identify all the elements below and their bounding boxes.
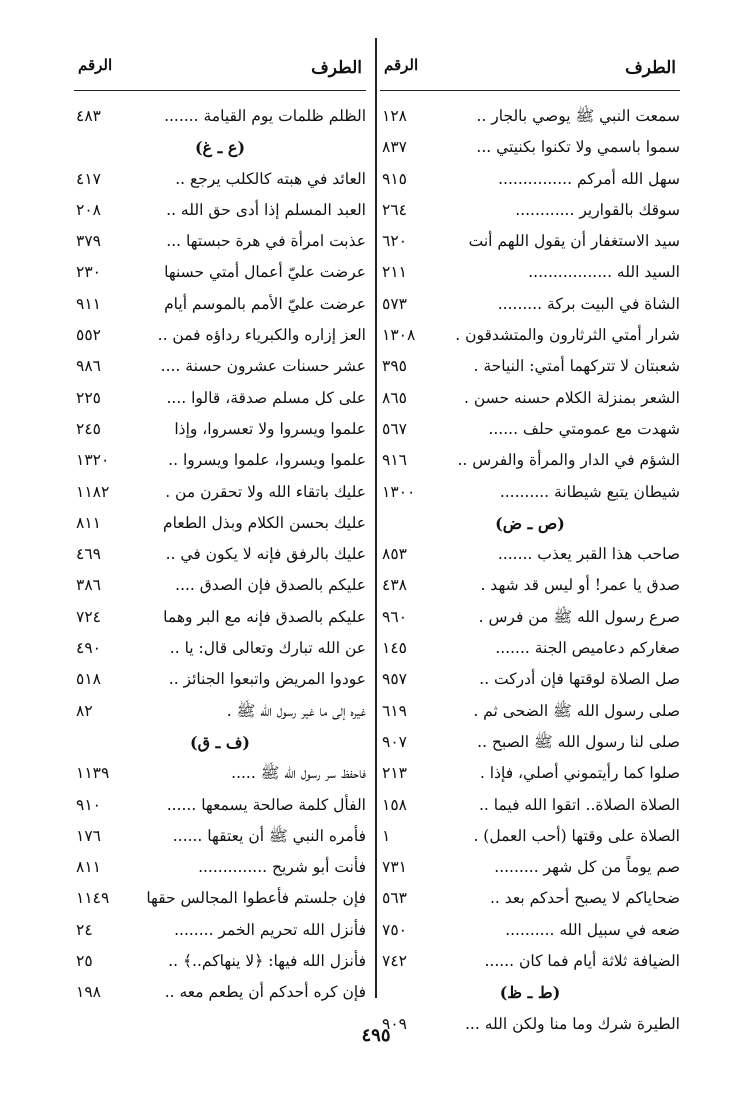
- entry-number: ١٢٨: [382, 107, 407, 125]
- right-header-number: الرقم: [384, 56, 419, 74]
- entry-number: ٤١٧: [76, 169, 101, 188]
- left-column: [74, 50, 366, 1009]
- index-entry: [380, 758, 680, 789]
- index-entry: [74, 508, 366, 539]
- index-entry: [380, 320, 680, 351]
- entry-text: غيره إلى ما غير رسول الله ﷺ .: [226, 701, 366, 720]
- entry-text: عشر حسنات عشرون حسنة ....: [160, 357, 366, 376]
- entry-text: عودوا المريض واتبعوا الجنائز ..: [168, 670, 366, 689]
- entry-number: ١: [382, 826, 391, 845]
- entry-text: الشعر بمنزلة الكلام حسنه حسن .: [463, 388, 680, 407]
- entry-number: ٩٠٩: [382, 1014, 407, 1033]
- entry-text: الظلم ظلمات يوم القيامة .......: [164, 107, 366, 125]
- entry-number: ٢١٣: [382, 764, 407, 783]
- index-entry: [380, 852, 680, 883]
- entry-number: ٥٦٣: [382, 889, 407, 908]
- entry-text: العائد في هبته كالكلب يرجع ..: [175, 169, 366, 188]
- entry-number: ٤٨٣: [76, 107, 101, 125]
- entry-number: ٧٥٠: [382, 920, 407, 939]
- left-header-title: الطرف: [311, 58, 362, 78]
- entry-number: ٨٥٣: [382, 545, 407, 564]
- index-entry: [380, 664, 680, 695]
- index-entry: [380, 539, 680, 570]
- entry-text: صدق يا عمر! أو ليس قد شهد .: [480, 576, 680, 595]
- entry-text: عرضت عليّ الأمم بالموسم أيام: [164, 294, 366, 313]
- entry-text: عذبت امرأة في هرة حبستها ...: [166, 232, 366, 251]
- entry-number: ٩١١: [76, 294, 101, 313]
- entry-text: فإن كره أحدكم أن يطعم معه ..: [164, 983, 366, 1002]
- entry-text: شهدت مع عمومتي حلف ......: [488, 419, 680, 438]
- entry-text: صلوا كما رأيتموني أصلي، فإذا .: [479, 764, 680, 783]
- entry-text: فأمره النبي ﷺ أن يعتقها ......: [172, 826, 366, 845]
- entry-text: السيد الله .................: [528, 263, 680, 282]
- entry-text: ضحاياكم لا يصبح أحدكم بعد ..: [489, 889, 680, 908]
- entry-number: ١٣٢٠: [76, 451, 110, 470]
- entry-text: سموا باسمي ولا تكنوا بكنيتي ...: [476, 138, 680, 157]
- entry-text: فأنزل الله فيها: ﴿لا ينهاكم..﴾ ..: [168, 952, 366, 971]
- entry-number: ٨٦٥: [382, 388, 407, 407]
- entry-number: ١١٨٢: [76, 482, 110, 501]
- entry-number: ٩٠٧: [382, 732, 407, 751]
- right-column-header: [380, 50, 680, 91]
- index-entry: [380, 351, 680, 382]
- index-entry: [380, 727, 680, 758]
- entry-text: سهل الله أمركم ...............: [498, 169, 680, 188]
- entry-number: ٩١٦: [382, 451, 407, 470]
- index-entry: [74, 320, 366, 351]
- index-entry: [74, 414, 366, 445]
- index-entry: [380, 821, 680, 852]
- left-column-header: [74, 50, 366, 91]
- index-entry: [380, 883, 680, 914]
- entry-number: ٥٦٧: [382, 419, 407, 438]
- entry-text: فأنزل الله تحريم الخمر ........: [174, 920, 366, 939]
- left-entry-list: [74, 101, 366, 1009]
- entry-number: ٤٦٩: [76, 545, 101, 564]
- entry-text: الشؤم في الدار والمرأة والفرس ..: [457, 451, 680, 470]
- entry-number: ١٤٥: [382, 639, 407, 658]
- entry-number: ١٣٠٠: [382, 482, 416, 501]
- entry-number: ٩٥٧: [382, 670, 407, 689]
- index-entry: [380, 257, 680, 288]
- section-heading: (ف ـ ق): [190, 732, 250, 752]
- page-number: ٤٩٥: [361, 1025, 391, 1046]
- entry-text: سوقك بالقوارير ............: [515, 200, 680, 219]
- index-entry: [74, 445, 366, 476]
- entry-number: ٢٦٤: [382, 200, 407, 219]
- entry-number: ٩٨٦: [76, 357, 101, 376]
- index-entry: [380, 101, 680, 132]
- entry-text: علموا ويسروا ولا تعسروا، وإذا: [174, 419, 366, 438]
- entry-text: الضيافة ثلاثة أيام فما كان ......: [484, 952, 680, 971]
- index-entry: [380, 633, 680, 664]
- entry-number: ٧٢٤: [76, 607, 101, 626]
- entry-text: الصلاة على وقتها (أحب العمل) .: [473, 826, 680, 845]
- entry-text: الطيرة شرك وما منا ولكن الله ...: [464, 1014, 680, 1033]
- entry-number: ٧٣١: [382, 858, 407, 877]
- entry-number: ٢٢٥: [76, 388, 101, 407]
- column-divider: [375, 38, 377, 998]
- entry-text: عليك بحسن الكلام وبذل الطعام: [163, 513, 366, 532]
- entry-number: ١٣٠٨: [382, 326, 416, 345]
- entry-text: عن الله تبارك وتعالى قال: يا ..: [169, 639, 366, 658]
- entry-number: ١١٤٩: [76, 889, 110, 908]
- index-entry: [74, 852, 366, 883]
- entry-text: عليكم بالصدق فإنه مع البر وهما: [163, 607, 366, 626]
- index-entry: [74, 257, 366, 288]
- entry-number: ٦١٩: [382, 701, 407, 720]
- entry-number: ٨٢: [76, 701, 93, 720]
- index-entry: [74, 915, 366, 946]
- entry-text: عليكم بالصدق فإن الصدق ....: [175, 576, 366, 595]
- entry-number: ١٧٦: [76, 826, 101, 845]
- right-column: [380, 50, 680, 1040]
- index-entry: [380, 790, 680, 821]
- index-entry: [74, 633, 366, 664]
- index-entry: [74, 226, 366, 257]
- index-entry: [380, 570, 680, 601]
- entry-number: ١١٣٩: [76, 764, 110, 783]
- entry-number: ٢٤: [76, 920, 93, 939]
- entry-text: صلى رسول الله ﷺ الضحى ثم .: [473, 701, 680, 720]
- index-entry: [74, 164, 366, 195]
- index-entry: [380, 477, 680, 508]
- index-entry: [380, 195, 680, 226]
- index-entry: [380, 915, 680, 946]
- entry-number: ١٩٨: [76, 983, 101, 1002]
- entry-text: عرضت عليّ أعمال أمتي حسنها: [164, 263, 366, 282]
- index-entry: [74, 758, 366, 789]
- index-entry: [74, 383, 366, 414]
- entry-number: ٣٧٩: [76, 232, 101, 251]
- entry-number: ٣٨٦: [76, 576, 101, 595]
- index-entry: [74, 946, 366, 977]
- entry-text: فاحفظ سر رسول الله ﷺ .....: [231, 764, 366, 783]
- index-entry: [380, 414, 680, 445]
- entry-number: ٣٩٥: [382, 357, 407, 376]
- right-header-title: الطرف: [625, 58, 676, 78]
- entry-text: العز إزاره والكبرياء رداؤه فمن ..: [157, 326, 366, 345]
- entry-text: الصلاة الصلاة.. اتقوا الله فيما ..: [478, 795, 680, 814]
- index-entry: [74, 821, 366, 852]
- section-heading: (ص ـ ض): [495, 513, 565, 533]
- index-entry: [380, 946, 680, 977]
- entry-text: ضعه في سبيل الله ..........: [505, 920, 680, 939]
- entry-text: صل الصلاة لوقتها فإن أدركت ..: [479, 670, 680, 689]
- right-entry-list: [380, 101, 680, 1040]
- entry-text: صاحب هذا القبر يعذب .......: [497, 545, 680, 564]
- entry-number: ٩١٥: [382, 169, 407, 188]
- index-entry: [380, 383, 680, 414]
- entry-number: ٨١١: [76, 513, 101, 532]
- entry-text: شرار أمتي الثرثارون والمتشدقون .: [455, 326, 680, 345]
- entry-number: ٢٠٨: [76, 200, 101, 219]
- entry-number: ٥٧٣: [382, 294, 407, 313]
- index-entry: [74, 664, 366, 695]
- entry-text: علموا ويسروا، علموا ويسروا ..: [168, 451, 366, 470]
- index-entry: [74, 195, 366, 226]
- entry-number: ٧٤٢: [382, 952, 407, 971]
- entry-text: فإن جلستم فأعطوا المجالس حقها: [146, 889, 366, 908]
- index-entry: [380, 132, 680, 163]
- entry-text: عليك بالرفق فإنه لا يكون في ..: [165, 545, 366, 564]
- entry-number: ٢٤٥: [76, 419, 101, 438]
- entry-text: عليك باتقاء الله ولا تحقرن من .: [165, 482, 366, 501]
- index-entry: [74, 477, 366, 508]
- index-entry: [74, 602, 366, 633]
- entry-number: ٩٦٠: [382, 607, 407, 626]
- entry-number: ٢٥: [76, 952, 93, 971]
- entry-number: ٢٣٠: [76, 263, 101, 282]
- entry-text: صلى لنا رسول الله ﷺ الصبح ..: [477, 732, 680, 751]
- entry-number: ٨١١: [76, 858, 101, 877]
- entry-text: الشاة في البيت بركة .........: [497, 294, 680, 313]
- entry-number: ٦٢٠: [382, 232, 407, 251]
- entry-number: ٩١٠: [76, 795, 101, 814]
- index-entry: [74, 351, 366, 382]
- entry-number: ٥١٨: [76, 670, 101, 689]
- index-entry: [380, 226, 680, 257]
- entry-number: ٨٣٧: [382, 138, 407, 157]
- entry-text: العبد المسلم إذا أدى حق الله ..: [166, 200, 366, 219]
- entry-text: سيد الاستغفار أن يقول اللهم أنت: [468, 232, 680, 251]
- entry-number: ٤٩٠: [76, 639, 101, 658]
- index-entry: [74, 883, 366, 914]
- entry-text: شيطان يتبع شيطانة ..........: [499, 482, 680, 501]
- index-entry: [380, 602, 680, 633]
- entry-text: صم يوماً من كل شهر .........: [494, 858, 680, 877]
- index-entry: [74, 790, 366, 821]
- entry-text: على كل مسلم صدقة، قالوا ....: [166, 388, 366, 407]
- index-entry: [74, 570, 366, 601]
- index-entry: [380, 696, 680, 727]
- entry-number: ٤٣٨: [382, 576, 407, 595]
- index-entry: [74, 696, 366, 727]
- section-heading: (ط ـ ظ): [499, 983, 561, 1003]
- entry-number: ١٥٨: [382, 795, 407, 814]
- index-entry: [74, 289, 366, 320]
- index-entry: [380, 289, 680, 320]
- left-header-number: الرقم: [78, 56, 113, 74]
- entry-text: سمعت النبي ﷺ يوصي بالجار ..: [476, 107, 680, 125]
- entry-text: صرع رسول الله ﷺ من فرس .: [478, 607, 680, 626]
- entry-text: الفأل كلمة صالحة يسمعها ......: [166, 795, 366, 814]
- entry-number: ٥٥٢: [76, 326, 101, 345]
- index-entry: [380, 445, 680, 476]
- index-entry: [74, 101, 366, 132]
- index-entry: [74, 977, 366, 1008]
- entry-text: فأنت أبو شريح ..............: [198, 858, 366, 877]
- index-entry: [74, 539, 366, 570]
- section-heading: (ع ـ غ): [194, 138, 246, 158]
- index-entry: [380, 164, 680, 195]
- entry-text: صغاركم دعاميص الجنة .......: [495, 639, 680, 658]
- entry-number: ٢١١: [382, 263, 407, 282]
- entry-text: شعبتان لا تتركهما أمتي: النياحة .: [473, 357, 680, 376]
